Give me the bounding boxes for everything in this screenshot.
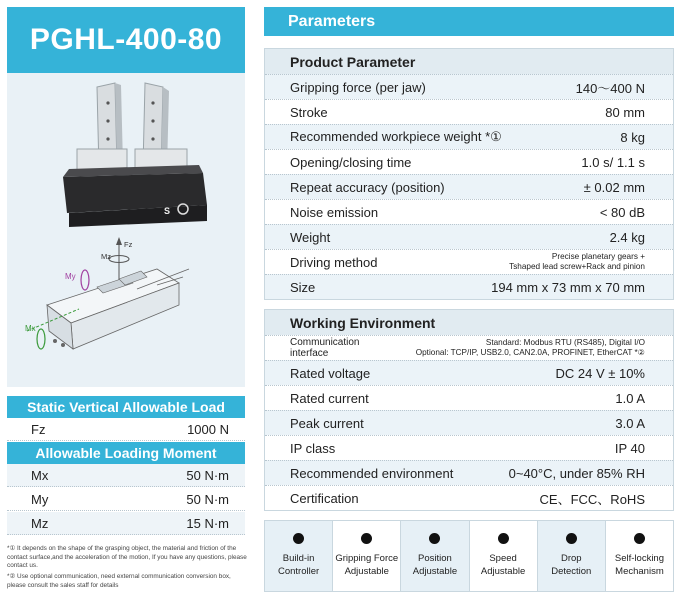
load-diagram — [25, 237, 189, 349]
row-label: Weight — [290, 229, 331, 245]
feature-line-1: Speed — [489, 553, 517, 564]
feature-build-in-controller — [265, 521, 332, 591]
working-environment-table — [264, 309, 674, 511]
my-label: My — [65, 272, 76, 281]
moment-label: Mx — [31, 467, 49, 483]
row-label: Gripping force (per jaw) — [290, 79, 426, 95]
row-label: Noise emission — [290, 204, 379, 220]
feature-line-2: Controller — [277, 566, 320, 577]
row-label — [290, 337, 359, 359]
row-value: 140～400 N — [575, 80, 645, 96]
row-label: Certification — [290, 490, 359, 506]
table-row — [265, 74, 673, 99]
parameters-header: Parameters — [264, 7, 674, 36]
feature-line-2: Mechanism — [615, 566, 664, 577]
table-row — [265, 124, 673, 149]
row-value: < 80 dB — [599, 204, 645, 220]
row-value: 2.4 kg — [609, 229, 645, 245]
row-value: 1.0 A — [615, 390, 645, 406]
row-label: IP class — [290, 440, 336, 456]
table-row — [265, 335, 673, 360]
static-load-label: Fz — [31, 421, 46, 437]
static-load-row-fz — [7, 418, 245, 441]
moment-label: Mz — [31, 515, 49, 531]
feature-line-1: Position — [418, 553, 452, 564]
moment-label: My — [31, 491, 49, 507]
row-label: Peak current — [290, 415, 364, 431]
comm-value-line-2: Optional: TCP/IP, USB2.0, CAN2.0A, PROFINET, EtherCAT *② — [415, 348, 645, 357]
product-parameter-table — [264, 48, 674, 300]
table-row — [265, 224, 673, 249]
row-label: Rated current — [290, 390, 369, 406]
mz-label: Mz — [101, 252, 111, 261]
loading-moment-header: Allowable Loading Moment — [7, 442, 245, 464]
static-load-header: Static Vertical Allowable Load — [7, 396, 245, 418]
row-label: Recommended workpiece weight *① — [290, 129, 502, 144]
svg-text:S: S — [164, 206, 171, 216]
footnote-1: *① It depends on the shape of the grasping object, the material and friction of the contact surface,and the acceleration of the motion, If you have any questions, please contact us. — [7, 545, 247, 569]
row-value: IP 40 — [614, 440, 645, 456]
comm-label-line-2: interface — [290, 348, 329, 359]
feature-line-2: Adjustable — [480, 566, 526, 577]
row-value: 194 mm x 73 mm x 70 mm — [491, 279, 645, 295]
bullet-icon — [498, 533, 509, 544]
row-label: Recommended environment — [290, 465, 454, 481]
feature-self-locking — [605, 521, 673, 591]
table-row — [265, 99, 673, 124]
feature-line-1: Self-locking — [614, 553, 664, 564]
moment-row-mz — [7, 512, 245, 535]
feature-line-2: Adjustable — [412, 566, 458, 577]
footnote-2: *② Use optional communication, need external communication conversion box, please consult the sales staff for details — [7, 573, 231, 589]
row-label: Driving method — [290, 254, 378, 270]
feature-line-1: Gripping Force — [335, 553, 399, 564]
row-label: Stroke — [290, 104, 328, 120]
row-value: 1.0 s/ 1.1 s — [581, 154, 645, 170]
bullet-icon — [634, 533, 645, 544]
table-row — [265, 360, 673, 385]
row-label: Rated voltage — [290, 365, 371, 381]
feature-line-2: Detection — [551, 566, 592, 577]
table-row — [265, 199, 673, 224]
moment-value: 50 N·m — [186, 467, 229, 483]
row-label: Opening/closing time — [290, 154, 412, 170]
driving-method-line-1: Precise planetary gears + — [551, 252, 645, 261]
feature-line-1: Drop — [560, 553, 582, 564]
bullet-icon — [429, 533, 440, 544]
moment-value: 15 N·m — [186, 515, 229, 531]
fz-label: Fz — [124, 240, 133, 249]
model-title: PGHL-400-80 — [7, 7, 245, 73]
feature-strip — [264, 520, 674, 592]
static-load-value: 1000 N — [187, 421, 229, 437]
table-row — [265, 385, 673, 410]
gripper-illustration — [7, 73, 245, 387]
mx-label: Mx — [25, 324, 36, 333]
driving-method-line-2: Tshaped lead screw+Rack and pinion — [509, 262, 645, 271]
feature-line-2: Adjustable — [344, 566, 389, 577]
feature-line-1: Build-in — [282, 553, 315, 564]
feature-drop-detection — [537, 521, 605, 591]
comm-value-line-1: Standard: Modbus RTU (RS485), Digital I/O — [485, 338, 645, 347]
working-environment-title: Working Environment — [265, 310, 673, 335]
row-value: 0~40°C, under 85% RH — [508, 465, 645, 481]
feature-gripping-force — [332, 521, 400, 591]
table-row — [265, 460, 673, 485]
bullet-icon — [361, 533, 372, 544]
row-value: 80 mm — [605, 104, 645, 120]
row-value: DC 24 V ± 10% — [555, 365, 645, 381]
gripper-photo — [63, 83, 207, 227]
feature-position — [400, 521, 468, 591]
moment-value: 50 N·m — [186, 491, 229, 507]
row-value — [416, 338, 645, 358]
row-value: CE、FCC、RoHS — [539, 491, 645, 507]
table-row — [265, 174, 673, 199]
table-row — [265, 274, 673, 299]
moment-row-mx — [7, 464, 245, 487]
table-row — [265, 149, 673, 174]
table-row — [265, 249, 673, 274]
row-value: 8 kg — [620, 129, 645, 145]
moment-row-my — [7, 488, 245, 511]
feature-speed — [469, 521, 537, 591]
row-value — [509, 252, 645, 272]
row-label: Repeat accuracy (position) — [290, 179, 445, 195]
bullet-icon — [293, 533, 304, 544]
comm-label-line-1: Communication — [290, 337, 360, 348]
product-image-panel — [7, 73, 245, 387]
row-value: ± 0.02 mm — [583, 179, 645, 195]
table-row — [265, 485, 673, 510]
bullet-icon — [566, 533, 577, 544]
row-label: Size — [290, 279, 316, 295]
row-value: 3.0 A — [615, 415, 645, 431]
table-row — [265, 435, 673, 460]
product-parameter-title: Product Parameter — [265, 49, 673, 74]
table-row — [265, 410, 673, 435]
